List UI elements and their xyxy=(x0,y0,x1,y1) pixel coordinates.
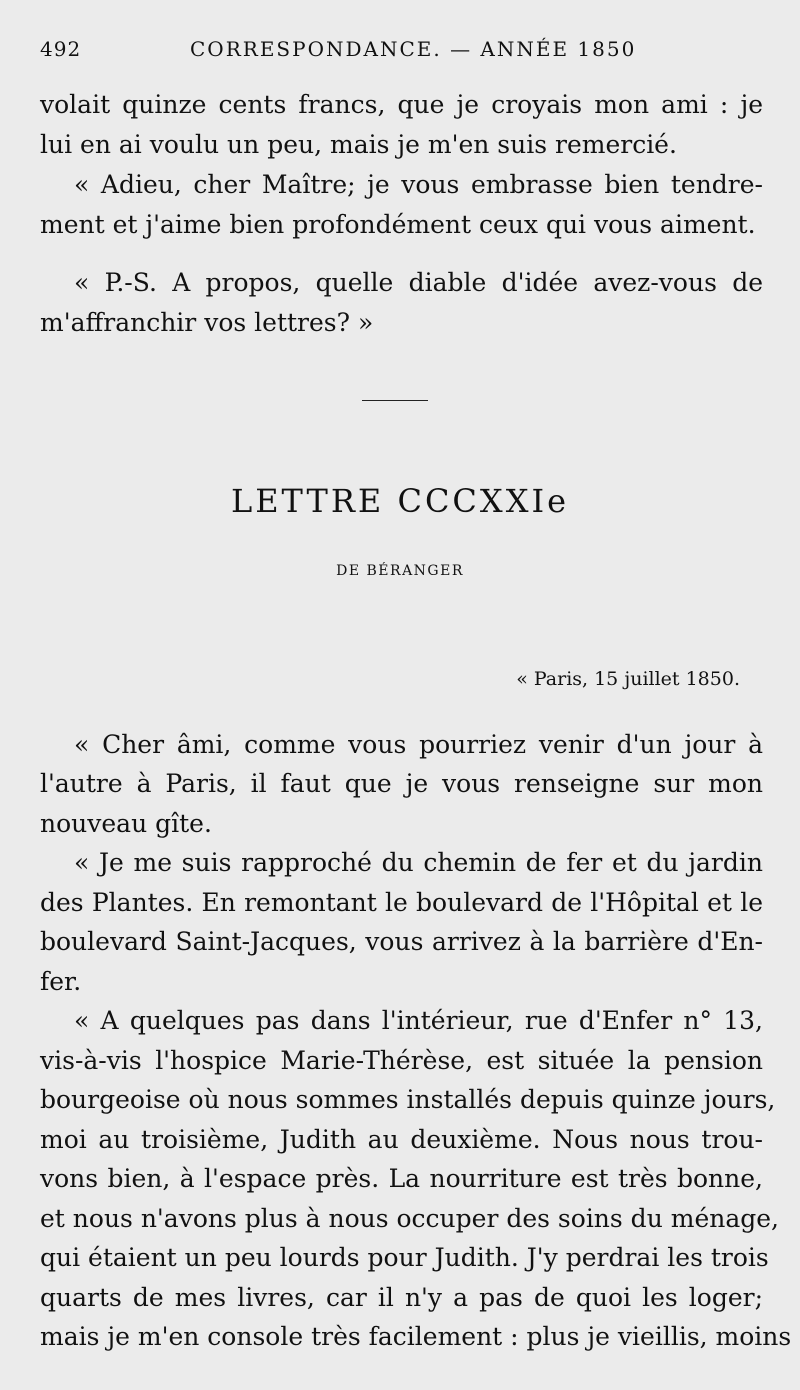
text-line: ment et j'aime bien profondément ceux qui vous aiment. xyxy=(40,210,756,239)
text-line: « Je me suis rapproché du chemin de fer et du jardin xyxy=(74,848,763,877)
running-head: CORRESPONDANCE. — ANNÉE 1850 xyxy=(190,37,637,61)
text-line: vis-à-vis l'hospice Marie-Thérèse, est située la pension xyxy=(40,1046,763,1075)
text-line: quarts de mes livres, car il n'y a pas de quoi les loger; xyxy=(40,1283,763,1312)
text-line: l'autre à Paris, il faut que je vous renseigne sur mon xyxy=(40,769,763,798)
text-line: fer. xyxy=(40,967,82,996)
text-line: qui étaient un peu lourds pour Judith. J'y perdrai les trois xyxy=(40,1243,769,1272)
text-line: lui en ai voulu un peu, mais je m'en suis remercié. xyxy=(40,130,677,159)
letter-title: LETTRE CCCXXIe xyxy=(230,482,570,520)
text-line: et nous n'avons plus à nous occuper des soins du ménage, xyxy=(40,1204,779,1233)
text-line: « Adieu, cher Maître; je vous embrasse bien tendre- xyxy=(74,170,763,199)
text-line: nouveau gîte. xyxy=(40,809,212,838)
text-line: boulevard Saint-Jacques, vous arrivez à la barrière d'En- xyxy=(40,927,763,956)
letter-dateline: « Paris, 15 juillet 1850. xyxy=(516,668,740,690)
text-line: m'affranchir vos lettres? » xyxy=(40,308,374,337)
text-line: « A quelques pas dans l'intérieur, rue d'Enfer n° 13, xyxy=(74,1006,763,1035)
text-line: moi au troisième, Judith au deuxième. Nous nous trou- xyxy=(40,1125,763,1154)
text-line: des Plantes. En remontant le boulevard de l'Hôpital et le xyxy=(40,888,763,917)
section-divider xyxy=(362,400,428,401)
text-line: vons bien, à l'espace près. La nourriture est très bonne, xyxy=(40,1164,763,1193)
text-line: volait quinze cents francs, que je croyais mon ami : je xyxy=(40,90,763,119)
page-number: 492 xyxy=(40,37,82,61)
text-line: « Cher âmi, comme vous pourriez venir d'un jour à xyxy=(74,730,763,759)
text-line: bourgeoise où nous sommes installés depuis quinze jours, xyxy=(40,1085,776,1114)
text-line: mais je m'en console très facilement : plus je vieillis, moins xyxy=(40,1322,792,1351)
text-line: « P.-S. A propos, quelle diable d'idée avez-vous de xyxy=(74,268,763,297)
letter-author: DE BÉRANGER xyxy=(336,563,464,579)
